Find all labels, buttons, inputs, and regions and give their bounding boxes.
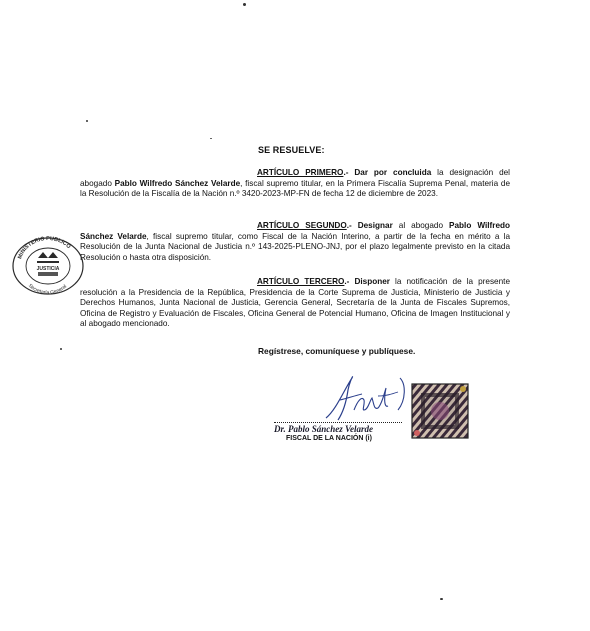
scan-speck [440, 598, 443, 600]
article-1-paragraph [80, 168, 510, 200]
article-3-paragraph [80, 277, 510, 330]
article-1-text-b: , fiscal supremo titular, en la Primera Fiscalía Suprema Penal, materia de la Resolución de la Fiscalía de la Nación n.º 3420-2023-MP-FN de fecha 12 de diciembre de 2023. [80, 178, 510, 199]
signature-line [274, 422, 402, 423]
article-3-sep: .- [344, 277, 355, 286]
svg-text:MINISTERIO PÚBLICO: MINISTERIO PÚBLICO [17, 236, 72, 261]
article-1-text-a: la designación del abogado [80, 168, 510, 188]
article-3-text-a: la notificación de la presente resolución a la Presidencia de la República, Presidencia de la Corte Suprema de Justicia, Ministerio de Justicia y Derechos Humanos, Junta Nacional de Justicia, Gerencia General, Secretaría de la Junta de Fiscales Supremos, Oficina de Registro y Evaluación de Fiscales, Oficina General de Potencial Humano, Oficina de Imagen Institucional y al abogado mencionado. [80, 277, 510, 329]
article-1-label: ARTÍCULO PRIMERO [257, 168, 344, 177]
security-hologram [411, 383, 469, 439]
article-2-name: Pablo Wilfredo Sánchez Velarde [80, 221, 511, 241]
scan-speck [243, 3, 246, 6]
article-2-paragraph [80, 221, 510, 263]
article-2-text-a: al abogado [392, 221, 450, 230]
svg-text:Secretaría General: Secretaría General [26, 282, 69, 296]
article-2-action: Designar [357, 221, 393, 230]
article-1-action: Dar por concluida [354, 168, 432, 177]
signatory-name: Dr. Pablo Sánchez Velarde [274, 424, 374, 434]
signatory-title: FISCAL DE LA NACIÓN (i) [286, 435, 372, 442]
article-2-label: ARTÍCULO SEGUNDO [257, 221, 347, 230]
article-3-label: ARTÍCULO TERCERO [257, 277, 345, 286]
article-1-sep: .- [343, 168, 355, 177]
svg-text:JUSTICIA: JUSTICIA [36, 266, 60, 272]
scan-speck [210, 138, 212, 139]
article-3-action: Disponer [354, 277, 390, 286]
article-1-name: Pablo Wilfredo Sánchez Velarde [114, 178, 241, 188]
scan-speck [86, 120, 88, 122]
handwritten-signature [318, 370, 408, 426]
ministerio-publico-seal [10, 236, 86, 296]
resolution-heading: SE RESUELVE: [258, 145, 325, 155]
scan-speck [60, 348, 62, 350]
article-2-text-b: , fiscal supremo titular, como Fiscal de la Nación Interino, a partir de la fecha en mérito a la Resolución de la Junta Nacional de Justicia n.º 143-2025-PLENO-JNJ, por el plazo legalmente previsto en la citada Resolución o hasta otra disposición. [80, 231, 510, 262]
article-2-sep: .- [346, 221, 358, 230]
closing-formula: Regístrese, comuníquese y publíquese. [258, 346, 416, 356]
